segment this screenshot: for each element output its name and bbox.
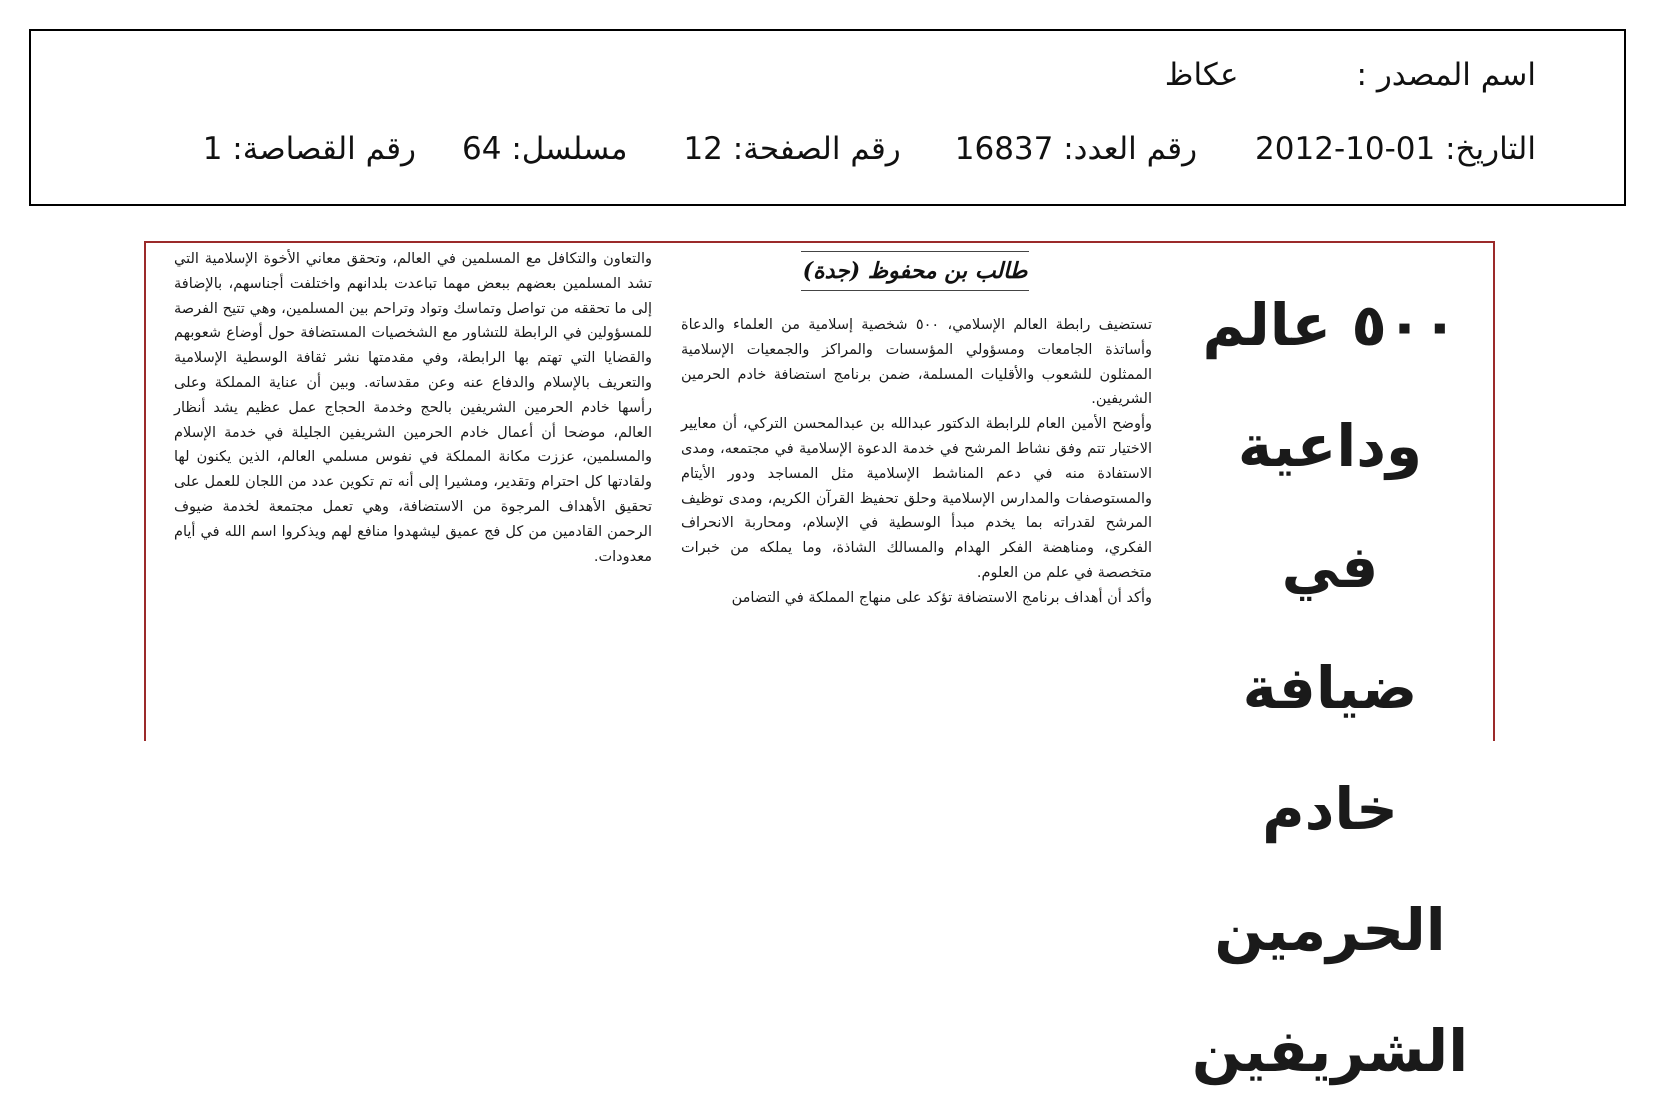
metadata-line	[203, 129, 1536, 169]
clip-value: 1	[202, 131, 223, 167]
page-value: 12	[683, 131, 723, 167]
article-column-left	[174, 247, 652, 569]
paragraph: والتعاون والتكافل مع المسلمين في العالم، وتحقق معاني الأخوة الإسلامية التي تشد المسلمين بعضهم ببعض مهما تباعدت بلدانهم واختلفت أجناسهم، بالإضافة إلى ما تحققه من تواصل وتماسك وتواد وتراحم بين المسلمين، وهي تتيح الفرصة للمسؤولين في الرابطة للتشاور مع الشخصيات المستضافة حول أوضاع شعوبهم والقضايا التي تهتم بها الرابطة، وفي مقدمتها نشر ثقافة الوسطية الإسلامية والتعريف بالإسلام والدفاع عنه وعن مقدساته. وبين أن عناية المملكة وعلى رأسها خادم الحرمين الشريفين بالحج وخدمة الحجاج عمل عظيم يشد أنظار العالم، موضحا أن أعمال خادم الحرمين الشريفين الجليلة في خدمة الإسلام والمسلمين، عززت مكانة المملكة في نفوس مسلمي العالم، الذين يكنون لها ولقادتها كل احترام وتقدير، ومشيرا إلى أنه تم تكوين عدد من اللجان للعمل على تحقيق الأهداف المرجوة من الاستضافة، وهي تعمل مجتمعة لخدمة ضيوف الرحمن القادمين من كل فج عميق ليشهدوا منافع لهم ويذكروا اسم الله في أيام معدودات.	[174, 251, 652, 565]
newspaper-clipping	[144, 241, 1495, 1085]
date-value: 2012-10-01	[1255, 131, 1436, 167]
headline-line-4: الشريفين	[1191, 1017, 1469, 1085]
paragraph: وأكد أن أهداف برنامج الاستضافة تؤكد على منهاج المملكة في التضامن	[731, 589, 1152, 606]
issue-label: رقم العدد:	[1063, 131, 1198, 167]
headline-line-3: خادم الحرمين	[1214, 775, 1446, 964]
paragraph: تستضيف رابطة العالم الإسلامي، ٥٠٠ شخصية إسلامية من العلماء والدعاة وأساتذة الجامعات ومسؤولي المؤسسات والمراكز والجمعيات الإسلامية الممثلون للشعوب والأقليات المسلمة، ضمن برنامج استضافة خادم الحرمين الشريفين.	[681, 317, 1152, 408]
serial-label: مسلسل:	[511, 131, 628, 167]
source-value: عكاظ	[1164, 57, 1239, 93]
clipping-info-box	[29, 29, 1626, 206]
serial-value: 64	[462, 131, 502, 167]
clip-label: رقم القصاصة:	[232, 131, 417, 167]
article-column-right	[681, 313, 1152, 611]
source-label: اسم المصدر :	[1356, 57, 1536, 93]
source-line	[1165, 55, 1536, 95]
article-headline	[1189, 265, 1471, 1112]
page-label: رقم الصفحة:	[732, 131, 901, 167]
article-byline: طالب بن محفوظ (جدة)	[801, 251, 1029, 291]
headline-line-2: في ضيافة	[1242, 533, 1418, 722]
date-label: التاريخ:	[1445, 131, 1536, 167]
headline-line-1: ٥٠٠ عالم وداعية	[1202, 291, 1458, 480]
paragraph: وأوضح الأمين العام للرابطة الدكتور عبدالله بن عبدالمحسن التركي، أن معايير الاختيار تتم وفق نشاط المرشح في خدمة الدعوة الإسلامية في مجتمعه، ومدى الاستفادة منه في دعم المناشط الإسلامية مثل المساجد ودور الأيتام والمستوصفات والمدارس الإسلامية وحلق تحفيظ القرآن الكريم، ومدى توظيف المرشح لقدراته بما يخدم مبدأ الوسطية في الإسلام، ومحاربة الانحراف الفكري، ومناهضة الفكر الهدام والمسالك الشاذة، وما يملكه من خبرات متخصصة في علم من العلوم.	[681, 416, 1152, 581]
issue-value: 16837	[954, 131, 1054, 167]
